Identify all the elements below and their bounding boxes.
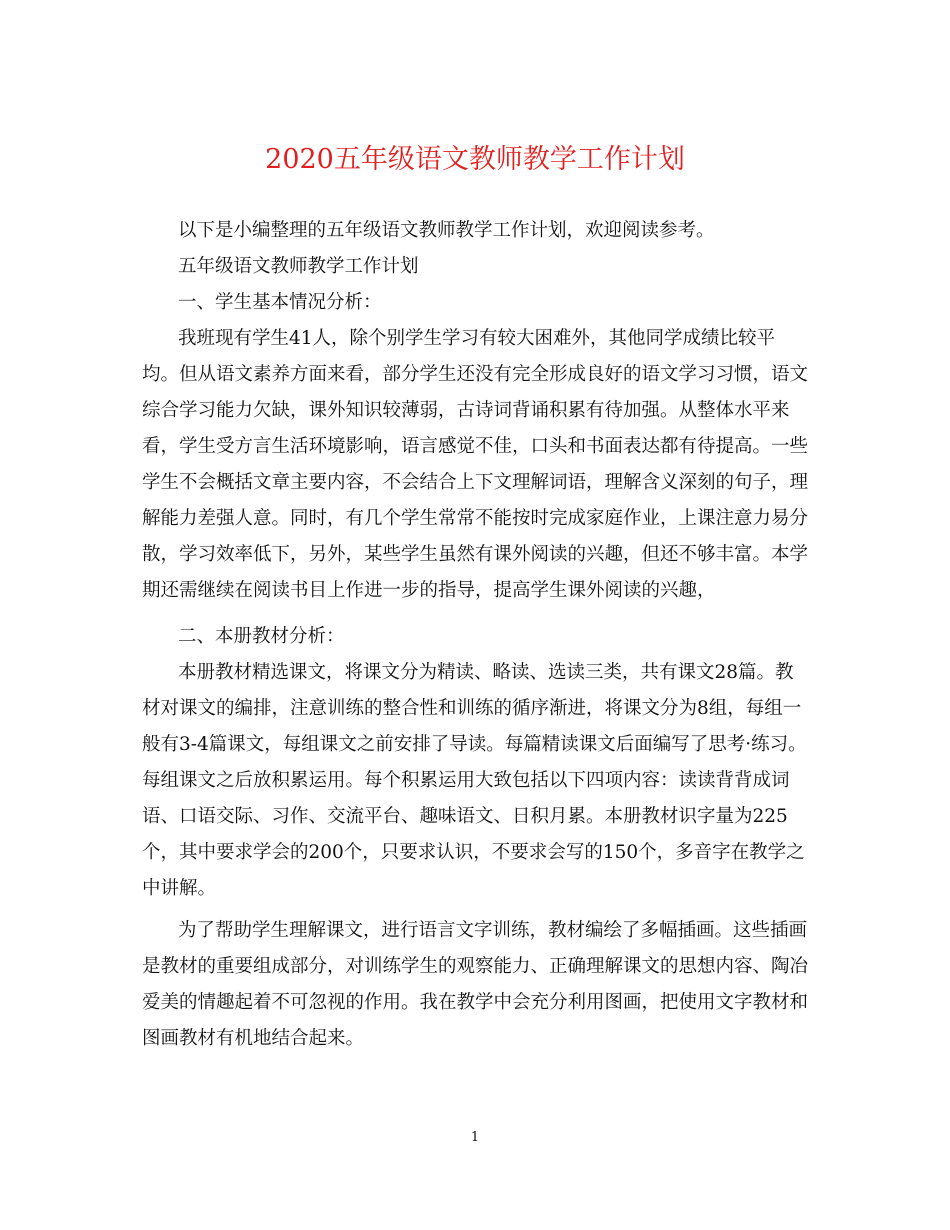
page-number: 1	[470, 1130, 480, 1145]
textbook-analysis-paragraph: 本册教材精选课文，将课文分为精读、略读、选读三类，共有课文28篇。教材对课文的编排，注意训练的整合性和训练的循序渐进，将课文分为8组，每组一般有3-4篇课文，每组课文之前安排了导读。每篇精读课文后面编写了思考·练习。每组课文之后放积累运用。每个积累运用大致包括以下四项内容：读读背背成词语、口语交际、习作、交流平台、趣味语文、日积月累。本册教材识字量为225个，其中要求学会的200个，只要求认识，不要求会写的150个，多音字在教学之中讲解。	[142, 662, 807, 899]
document-body	[142, 213, 810, 1057]
intro-paragraph: 以下是小编整理的五年级语文教师教学工作计划，欢迎阅读参考。	[178, 220, 715, 241]
section-heading-student-analysis: 一、学生基本情况分析：	[178, 292, 382, 313]
student-analysis-paragraph: 我班现有学生41人，除个别学生学习有较大困难外，其他同学成绩比较平均。但从语文素养方面来看，部分学生还没有完全形成良好的语文学习习惯，语文综合学习能力欠缺，课外知识较薄弱，古诗词背诵积累有待加强。从整体水平来看，学生受方言生活环境影响，语言感觉不佳，口头和书面表达都有待提高。一些学生不会概括文章主要内容，不会结合上下文理解词语，理解含义深刻的句子，理解能力差强人意。同时，有几个学生常常不能按时完成家庭作业，上课注意力易分散，学习效率低下，另外，某些学生虽然有课外阅读的兴趣，但还不够丰富。本学期还需继续在阅读书目上作进一步的指导，提高学生课外阅读的兴趣，	[142, 328, 809, 601]
document-title: 2020五年级语文教师教学工作计划	[265, 144, 685, 175]
illustration-paragraph: 为了帮助学生理解课文，进行语言文字训练，教材编绘了多幅插画。这些插画是教材的重要组成部分，对训练学生的观察能力、正确理解课文的思想内容、陶冶爱美的情趣起着不可忽视的作用。我在教学中会充分利用图画，把使用文字教材和图画教材有机地结合起来。	[142, 920, 809, 1049]
section-heading-textbook-analysis: 二、本册教材分析：	[178, 626, 345, 647]
subtitle-paragraph: 五年级语文教师教学工作计划	[178, 256, 419, 277]
